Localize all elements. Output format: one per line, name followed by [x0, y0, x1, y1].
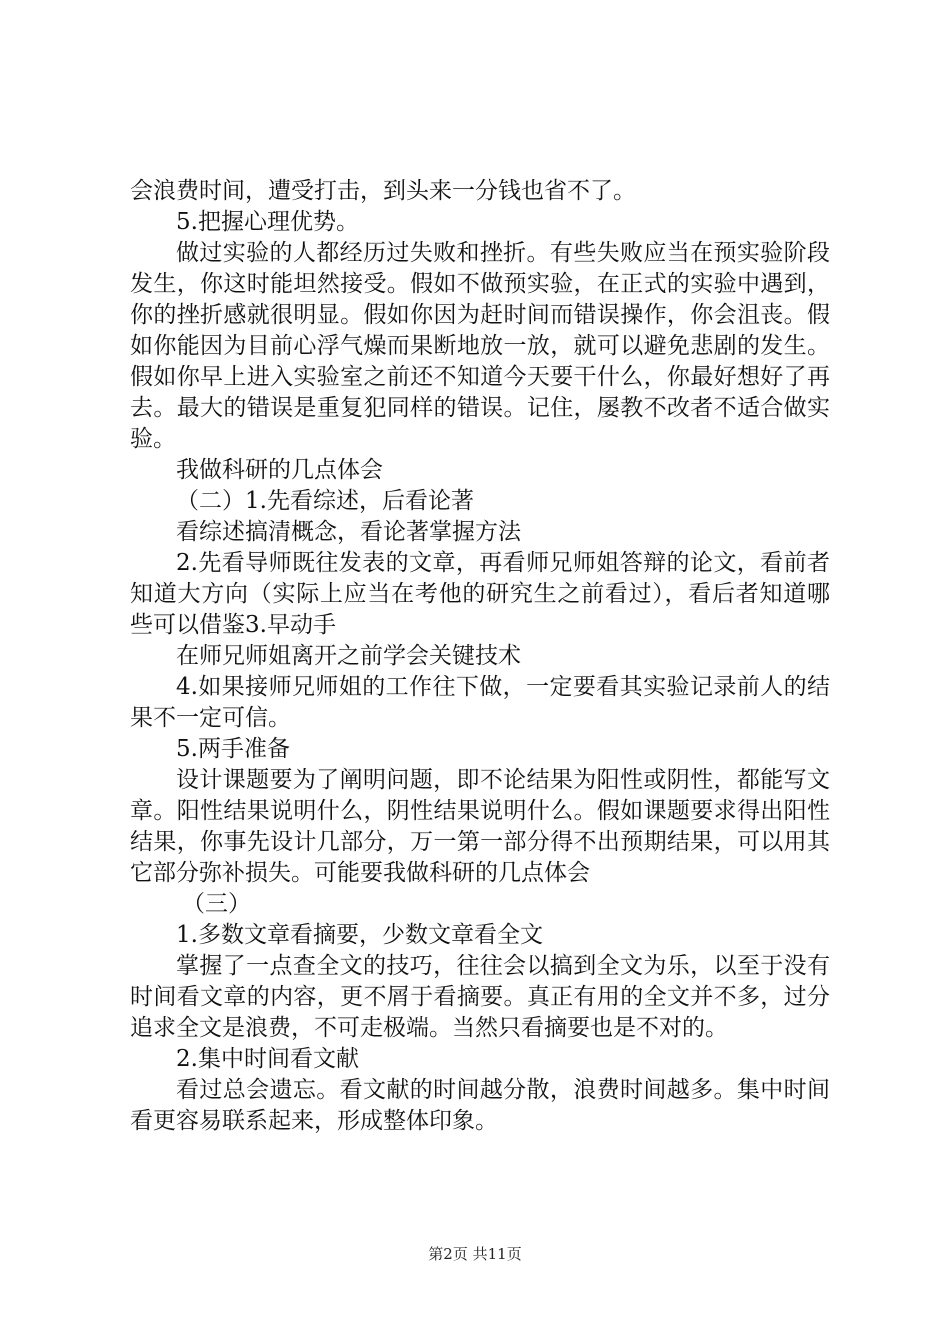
list-heading: 5.把握心理优势。 — [176, 209, 359, 235]
document-body — [130, 176, 830, 1137]
paragraph: 看综述搞清概念，看论著掌握方法 — [176, 519, 521, 545]
page-footer — [0, 1243, 950, 1264]
paragraph: 2.先看导师既往发表的文章，再看师兄师姐答辩的论文，看前者知道大方向（实际上应当在考他的研究生之前看过），看后者知道哪些可以借鉴3.早动手 — [130, 550, 830, 638]
paragraph: 掌握了一点查全文的技巧，往往会以搞到全文为乐，以至于没有时间看文章的内容，更不屑于看摘要。真正有用的全文并不多，过分追求全文是浪费，不可走极端。当然只看摘要也是不对的。 — [130, 953, 830, 1041]
paragraph: 4.如果接师兄师姐的工作往下做，一定要看其实验记录前人的结果不一定可信。 — [130, 674, 830, 731]
paragraph: 在师兄师姐离开之前学会关键技术 — [176, 643, 521, 669]
paragraph: 看过总会遗忘。看文献的时间越分散，浪费时间越多。集中时间看更容易联系起来，形成整体印象。 — [130, 1077, 830, 1134]
list-heading: 1.多数文章看摘要，少数文章看全文 — [176, 922, 543, 948]
section-title: 我做科研的几点体会 — [176, 457, 383, 483]
list-heading: （二）1.先看综述，后看论著 — [176, 488, 474, 514]
list-heading: 2.集中时间看文献 — [176, 1046, 359, 1072]
list-heading: 5.两手准备 — [176, 736, 290, 762]
paragraph: 设计课题要为了阐明问题，即不论结果为阳性或阴性，都能写文章。阳性结果说明什么，阴性结果说明什么。假如课题要求得出阳性结果，你事先设计几部分，万一第一部分得不出预期结果，可以用其它部分弥补损失。可能要我做科研的几点体会 — [130, 767, 830, 886]
paragraph: 会浪费时间，遭受打击，到头来一分钱也省不了。 — [130, 178, 636, 204]
page-number: 第2页 共11页 — [428, 1245, 522, 1263]
paragraph: 做过实验的人都经历过失败和挫折。有些失败应当在预实验阶段发生，你这时能坦然接受。假如不做预实验，在正式的实验中遇到，你的挫折感就很明显。假如你因为赶时间而错误操作，你会沮丧。假如你能因为目前心浮气燥而果断地放一放，就可以避免悲剧的发生。假如你早上进入实验室之前还不知道今天要干什么，你最好想好了再去。最大的错误是重复犯同样的错误。记住，屡教不改者不适合做实验。 — [130, 240, 830, 452]
section-number: （三） — [182, 891, 251, 917]
